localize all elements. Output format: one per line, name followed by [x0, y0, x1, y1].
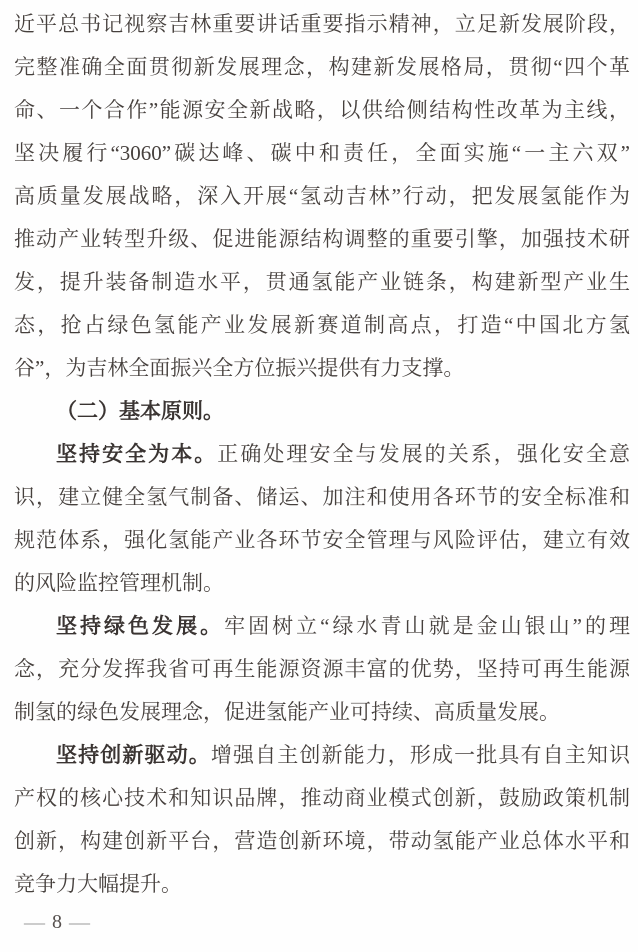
text-line: [14, 820, 630, 863]
body-text: 识，建立健全氢气制备、储运、加注和使用各环节的安全标准和: [14, 485, 630, 509]
body-text: 产权的核心技术和知识品牌，推动商业模式创新，鼓励政策机制: [14, 786, 630, 810]
text-line: [14, 734, 630, 777]
bold-lead-text: 坚持绿色发展。: [56, 614, 225, 638]
body-text: 发，提升装备制造水平，贯通氢能产业链条，构建新型产业生: [14, 270, 630, 294]
body-text: 谷”，为吉林全面振兴全方位振兴提供有力支撑。: [14, 356, 465, 380]
text-line: [14, 304, 630, 347]
text-line: [14, 863, 630, 906]
text-line: [14, 433, 630, 476]
body-text: 命、一个合作”能源安全新战略，以供给侧结构性改革为主线，: [14, 98, 630, 122]
body-text: 创新，构建创新平台，营造创新环境，带动氢能产业总体水平和: [14, 829, 630, 853]
body-text: 牢固树立“绿水青山就是金山银山”的理: [224, 614, 630, 638]
body-text: 近平总书记视察吉林重要讲话重要指示精神，立足新发展阶段，: [14, 12, 630, 36]
text-line: [14, 175, 630, 218]
text-line: [14, 476, 630, 519]
text-line: [14, 777, 630, 820]
bold-lead-text: （二）基本原则。: [56, 399, 224, 423]
text-line: [14, 89, 630, 132]
bold-lead-text: 坚持安全为本。: [56, 442, 218, 466]
text-line: [14, 261, 630, 304]
body-text: 正确处理安全与发展的关系，强化安全意: [217, 442, 630, 466]
body-text: 完整准确全面贯彻新发展理念，构建新发展格局，贯彻“四个革: [14, 55, 630, 79]
text-line: [14, 605, 630, 648]
text-line: [14, 46, 630, 89]
document-body: [14, 3, 630, 906]
body-text: 推动产业转型升级、促进能源结构调整的重要引擎，加强技术研: [14, 227, 630, 251]
body-text: 念，充分发挥我省可再生能源资源丰富的优势，坚持可再生能源: [14, 657, 630, 681]
footer-dash-left: —: [24, 909, 45, 934]
page-number: 8: [52, 910, 62, 933]
text-line: [14, 691, 630, 734]
text-line: [14, 218, 630, 261]
bold-lead-text: 坚持创新驱动。: [56, 743, 211, 767]
body-text: 竞争力大幅提升。: [14, 872, 182, 896]
text-line: [14, 519, 630, 562]
text-line: [14, 648, 630, 691]
body-text: 制氢的绿色发展理念，促进氢能产业可持续、高质量发展。: [14, 700, 560, 724]
text-line: [14, 3, 630, 46]
footer-dash-right: —: [69, 909, 90, 934]
text-line: [14, 347, 630, 390]
body-text: 规范体系，强化氢能产业各环节安全管理与风险评估，建立有效: [14, 528, 630, 552]
body-text: 的风险监控管理机制。: [14, 571, 224, 595]
body-text: 坚决履行“3060”碳达峰、碳中和责任，全面实施“一主六双”: [14, 141, 630, 165]
page-footer: [24, 904, 90, 940]
body-text: 增强自主创新能力，形成一批具有自主知识: [210, 743, 630, 767]
text-line: [14, 132, 630, 175]
body-text: 高质量发展战略，深入开展“氢动吉林”行动，把发展氢能作为: [14, 184, 630, 208]
text-line: [14, 390, 630, 433]
text-line: [14, 562, 630, 605]
body-text: 态，抢占绿色氢能产业发展新赛道制高点，打造“中国北方氢: [14, 313, 630, 337]
